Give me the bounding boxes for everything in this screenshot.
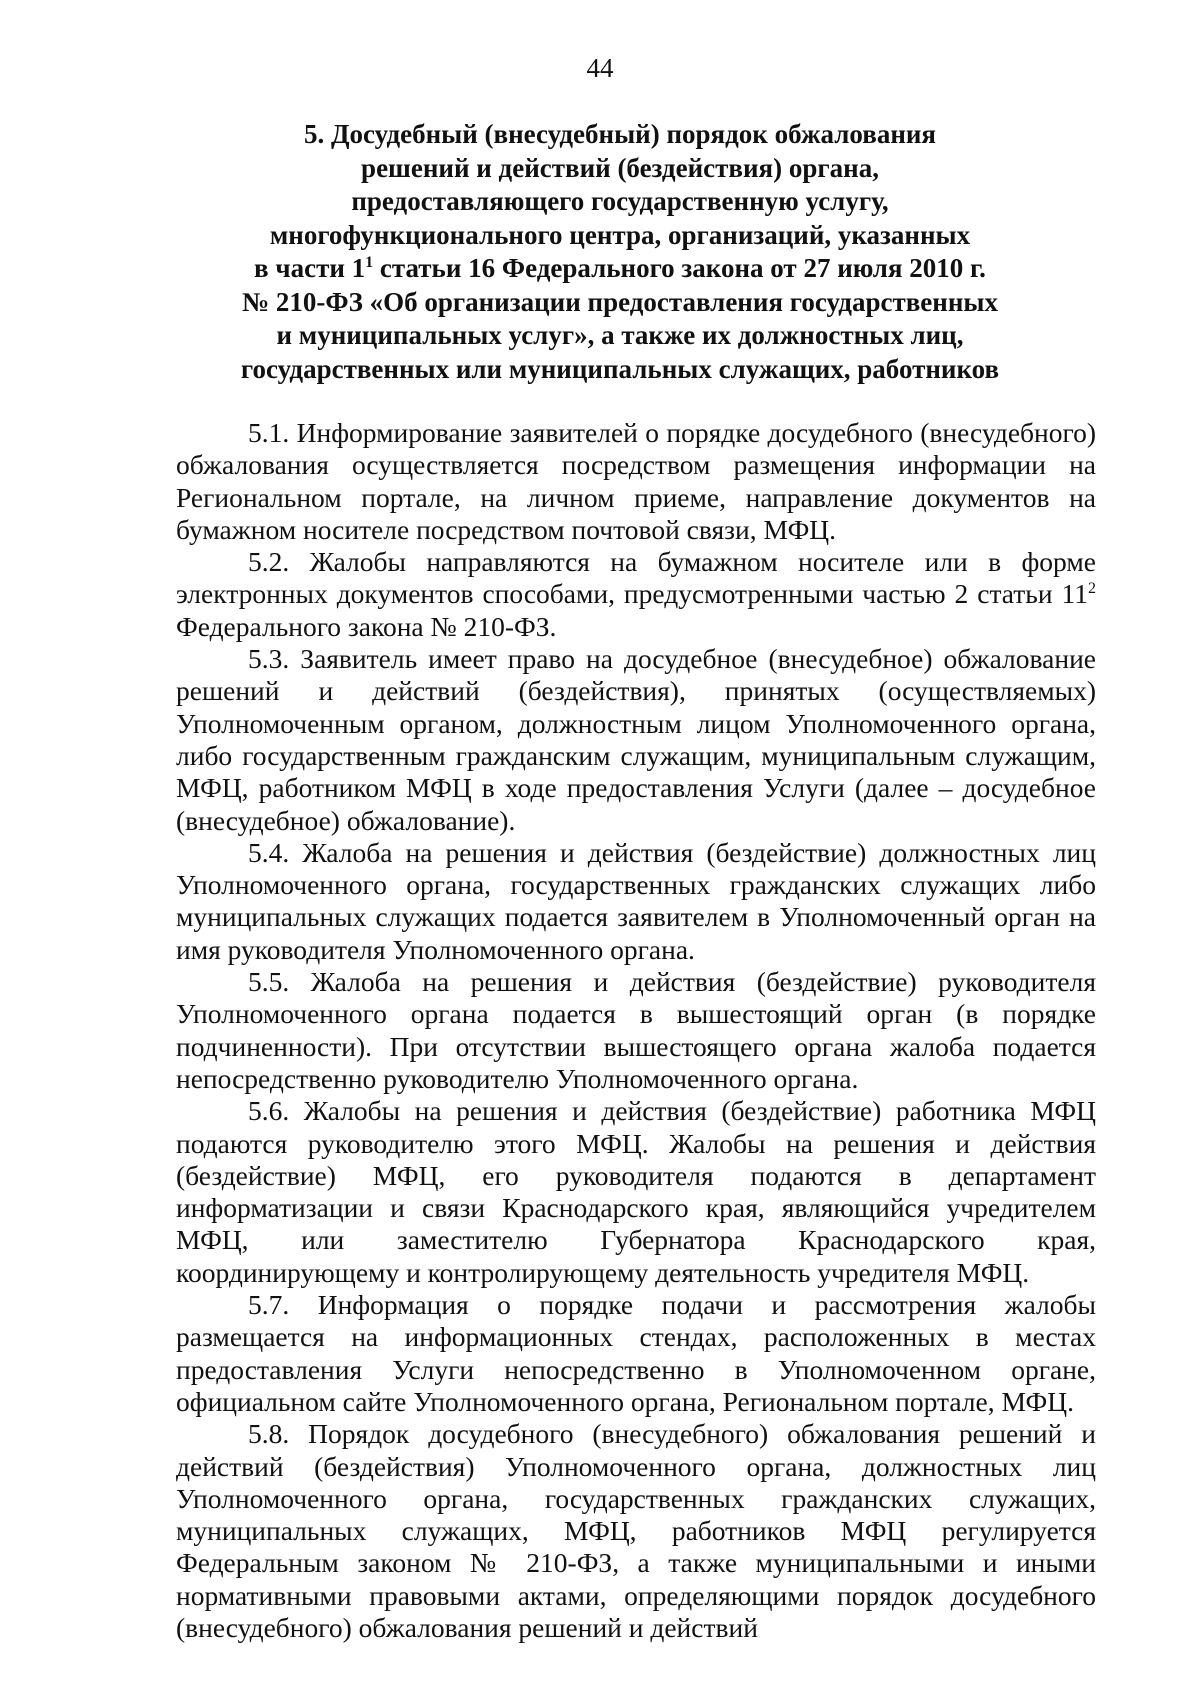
paragraph-5-7: 5.7. Информация о порядке подачи и рассмотрения жалобы размещается на информационных стендах, расположенных в местах предоставления Услуги непосредственно в Уполномоченном органе, официальном сайте Уполномоченного органа, Региональном портале, МФЦ.: [176, 1289, 1096, 1417]
paragraph-5-3: 5.3. Заявитель имеет право на досудебное (внесудебное) обжалование решений и действий (бездействия), принятых (осуществляемых) Уполномоченным органом, должностным лицом Уполномоченного органа, либо государственным гражданским служащим, муниципальным служащим, МФЦ, работником МФЦ в ходе предоставления Услуги (далее – досудебное (внесудебное) обжалование).: [176, 643, 1096, 836]
heading-line-part: в части 1: [254, 253, 366, 283]
paragraph-part: 5.2. Жалобы направляются на бумажном носителе или в форме электронных документов способами, предусмотренными частью 2 статьи 11: [176, 546, 1096, 610]
section-heading: [160, 118, 1080, 386]
paragraph-5-6: 5.6. Жалобы на решения и действия (бездействие) работника МФЦ подаются руководителю этого МФЦ. Жалобы на решения и действия (бездействие) МФЦ, его руководителя подаются в департамент информатизации и связи Краснодарского края, являющийся учредителем МФЦ, или заместителю Губернатора Краснодарского края, координирующему и контролирующему деятельность учредителя МФЦ.: [176, 1095, 1096, 1288]
heading-superscript: 1: [365, 254, 374, 271]
heading-line: [160, 252, 1080, 286]
heading-line: предоставляющего государственную услугу,: [351, 186, 889, 216]
paragraph-5-2: [176, 546, 1096, 643]
heading-line: государственных или муниципальных служащих, работников: [240, 353, 1000, 384]
heading-line: 5. Досудебный (внесудебный) порядок обжалования: [303, 119, 937, 149]
heading-line-part: статьи 16 Федерального закона от 27 июля 2010 г.: [373, 253, 986, 283]
paragraph-5-1: 5.1. Информирование заявителей о порядке досудебного (внесудебного) обжалования осуществляется посредством размещения информации на Региональном портале, на личном приеме, направление документов на бумажном носителе посредством почтовой связи, МФЦ.: [176, 417, 1096, 545]
paragraph-5-4: 5.4. Жалоба на решения и действия (бездействие) должностных лиц Уполномоченного органа, государственных гражданских служащих либо муниципальных служащих подается заявителем в Уполномоченный орган на имя руководителя Уполномоченного органа.: [176, 836, 1096, 965]
body-text: [176, 417, 1096, 1644]
paragraph-5-8: 5.8. Порядок досудебного (внесудебного) обжалования решений и действий (бездействия) Уполномоченного органа, должностных лиц Уполномоченного органа, государственных гражданских служащих, муниципальных служащих, МФЦ, работников МФЦ регулируется Федеральным законом № 210-ФЗ, а также муниципальными и иными нормативными правовыми актами, определяющими порядок досудебного (внесудебного) обжалования решений и действий: [176, 1418, 1096, 1643]
heading-line: и муниципальных услуг», а также их должностных лиц,: [276, 320, 964, 350]
paragraph-5-5: 5.5. Жалоба на решения и действия (бездействие) руководителя Уполномоченного органа подается в вышестоящий орган (в порядке подчиненности). При отсутствии вышестоящего органа жалоба подается непосредственно руководителю Уполномоченного органа.: [176, 966, 1096, 1094]
heading-line: многофункционального центра, организаций, указанных: [269, 219, 971, 250]
paragraph-part: Федерального закона № 210-ФЗ.: [176, 610, 557, 642]
page-number: 44: [586, 53, 614, 83]
paragraph-superscript: 2: [1088, 580, 1096, 598]
heading-line: решений и действий (бездействия) органа,: [361, 152, 879, 183]
heading-line: № 210-ФЗ «Об организации предоставления государственных: [242, 286, 998, 317]
